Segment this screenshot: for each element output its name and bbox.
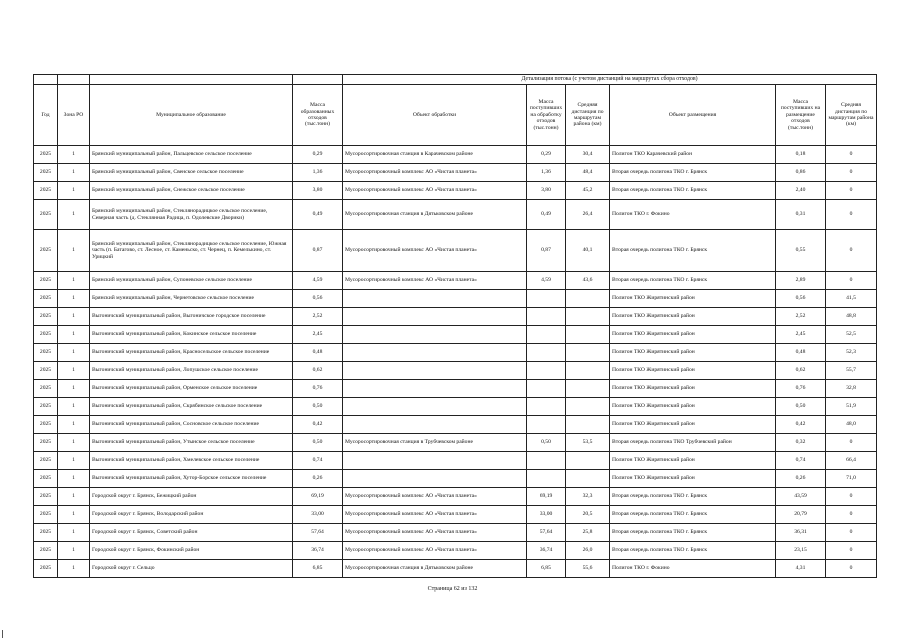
cell-mass-to-placement: 4,31 [776,560,826,578]
cell-avg-distance: 55,6 [566,560,610,578]
cell-mass-to-placement: 2,89 [776,272,826,290]
cell-zone: 1 [58,452,90,470]
table-row [34,470,877,488]
cell-placement-object: Полигон ТКО Жирятинский район [610,416,776,434]
cell-zone: 1 [58,362,90,380]
cell-avg-distance: 43,6 [566,272,610,290]
cell-avg-distance-2: 0 [826,146,877,164]
table-row [34,434,877,452]
cell-mass-to-processing [527,290,566,308]
cell-avg-distance-2: 71,0 [826,470,877,488]
cell-mass-to-placement: 0,42 [776,416,826,434]
cell-municipality: Выгоничский муниципальный район, Хутор-Борское сельское поселение [90,470,293,488]
cell-avg-distance-2: 0 [826,230,877,272]
cell-mass-to-placement: 2,52 [776,308,826,326]
cell-processing-object: Мусоросортировочный комплекс АО «Чистая планета» [343,506,527,524]
cell-mass-generated: 0,49 [293,200,343,230]
cell-mass-to-processing: 0,87 [527,230,566,272]
table-row [34,452,877,470]
cell-avg-distance-2: 48,0 [826,416,877,434]
cell-year: 2025 [34,164,58,182]
cell-mass-generated: 0,50 [293,434,343,452]
header-municipality: Муниципальное образование [90,85,293,146]
cell-processing-object [343,470,527,488]
cell-municipality: Выгоничский муниципальный район, Хмелевское сельское поселение [90,452,293,470]
cell-mass-to-processing: 33,00 [527,506,566,524]
cell-mass-to-placement: 0,56 [776,290,826,308]
cell-mass-generated: 36,74 [293,542,343,560]
cell-mass-generated: 0,42 [293,416,343,434]
cell-year: 2025 [34,506,58,524]
cell-mass-generated: 6,85 [293,560,343,578]
cell-avg-distance-2: 52,5 [826,326,877,344]
cell-zone: 1 [58,326,90,344]
cell-municipality: Городской округ г. Брянск, Советский район [90,524,293,542]
cell-avg-distance-2: 0 [826,542,877,560]
cell-avg-distance: 45,2 [566,182,610,200]
cell-placement-object: Вторая очередь полигона ТКО г. Брянск [610,230,776,272]
cell-processing-object [343,362,527,380]
cell-municipality: Брянский муниципальный район, Пальцевское сельское поселение [90,146,293,164]
cell-mass-to-processing: 6,85 [527,560,566,578]
table-body [34,146,877,578]
cell-mass-generated: 0,87 [293,230,343,272]
cell-zone: 1 [58,416,90,434]
cell-placement-object: Полигон ТКО Жирятинский район [610,326,776,344]
cell-mass-to-processing [527,380,566,398]
cell-placement-object: Вторая очередь полигона ТКО г. Брянск [610,164,776,182]
table-row [34,488,877,506]
table-row [34,164,877,182]
cell-municipality: Выгоничский муниципальный район, Орменское сельское поселение [90,380,293,398]
cell-mass-generated: 0,29 [293,146,343,164]
cell-avg-distance: 48,4 [566,164,610,182]
cell-mass-generated: 2,52 [293,308,343,326]
cell-mass-to-processing [527,452,566,470]
cell-municipality: Выгоничский муниципальный район, Выгоничское городское поселение [90,308,293,326]
cell-mass-to-processing [527,362,566,380]
cell-avg-distance [566,362,610,380]
cell-avg-distance: 30,4 [566,146,610,164]
cell-avg-distance [566,398,610,416]
header-processing-object: Объект обработки [343,85,527,146]
cell-municipality: Выгоничский муниципальный район, Лопушское сельское поселение [90,362,293,380]
header-mass-to-placement: Масса поступивших на размещение отходов (тыс.тонн) [776,85,826,146]
cell-placement-object: Полигон ТКО г. Фокино [610,560,776,578]
table-row [34,380,877,398]
cell-year: 2025 [34,308,58,326]
table-row [34,146,877,164]
cell-mass-to-placement: 0,50 [776,398,826,416]
cell-processing-object: Мусоросортировочный комплекс АО «Чистая планета» [343,182,527,200]
table-row [34,398,877,416]
cell-mass-generated: 3,80 [293,182,343,200]
cell-zone: 1 [58,398,90,416]
cell-mass-generated: 0,62 [293,362,343,380]
scan-edge-mark [2,630,3,638]
cell-avg-distance-2: 32,8 [826,380,877,398]
cell-processing-object: Мусоросортировочная станция в Дятьковском районе [343,560,527,578]
cell-mass-to-processing: 3,80 [527,182,566,200]
cell-zone: 1 [58,230,90,272]
cell-mass-to-processing: 57,64 [527,524,566,542]
cell-mass-to-processing: 4,59 [527,272,566,290]
cell-year: 2025 [34,398,58,416]
page-number: Страница 62 из 132 [427,586,478,592]
cell-processing-object: Мусоросортировочная станция в Дятьковском районе [343,200,527,230]
cell-municipality: Выгоничский муниципальный район, Утынское сельское поселение [90,434,293,452]
cell-avg-distance-2: 0 [826,524,877,542]
cell-avg-distance [566,344,610,362]
cell-placement-object: Полигон ТКО Жирятинский район [610,470,776,488]
cell-avg-distance [566,308,610,326]
cell-placement-object: Полигон ТКО Жирятинский район [610,380,776,398]
cell-avg-distance [566,290,610,308]
cell-mass-to-processing: 69,19 [527,488,566,506]
cell-municipality: Городской округ г. Брянск, Володарский район [90,506,293,524]
cell-zone: 1 [58,344,90,362]
cell-mass-to-placement: 2,45 [776,326,826,344]
table-row [34,362,877,380]
cell-mass-to-placement: 0,62 [776,362,826,380]
cell-placement-object: Полигон ТКО Карачевский район [610,146,776,164]
cell-processing-object [343,380,527,398]
cell-mass-generated: 1,36 [293,164,343,182]
cell-avg-distance: 53,5 [566,434,610,452]
cell-mass-generated: 0,74 [293,452,343,470]
cell-avg-distance-2: 0 [826,182,877,200]
cell-mass-to-placement: 23,15 [776,542,826,560]
cell-processing-object: Мусоросортировочный комплекс АО «Чистая планета» [343,488,527,506]
cell-avg-distance-2: 0 [826,560,877,578]
cell-mass-generated: 4,59 [293,272,343,290]
cell-municipality: Брянский муниципальный район, Супоневское сельское поселение [90,272,293,290]
cell-avg-distance-2: 41,5 [826,290,877,308]
cell-zone: 1 [58,560,90,578]
cell-processing-object: Мусоросортировочный комплекс АО «Чистая планета» [343,230,527,272]
cell-zone: 1 [58,524,90,542]
cell-municipality: Брянский муниципальный район, Стеклянорадицкое сельское поселение, Южная часть (п. Батагово, ст. Лесное, ст. Каменьско, ст. Чернец, п. Кемелькино, ст. Урицкий [90,230,293,272]
cell-mass-to-placement: 36,31 [776,524,826,542]
cell-mass-generated: 2,45 [293,326,343,344]
header-zone: Зона РО [58,85,90,146]
cell-avg-distance-2: 51,9 [826,398,877,416]
cell-zone: 1 [58,308,90,326]
cell-avg-distance-2: 0 [826,200,877,230]
table-row [34,416,877,434]
cell-avg-distance: 26,0 [566,542,610,560]
cell-mass-generated: 69,19 [293,488,343,506]
cell-processing-object: Мусоросортировочный комплекс АО «Чистая планета» [343,272,527,290]
table-row [34,200,877,230]
table-row [34,308,877,326]
cell-mass-to-placement: 20,79 [776,506,826,524]
cell-mass-to-processing [527,308,566,326]
cell-mass-to-placement: 0,86 [776,164,826,182]
cell-avg-distance: 25,8 [566,524,610,542]
cell-mass-to-processing [527,326,566,344]
cell-year: 2025 [34,452,58,470]
cell-avg-distance: 40,1 [566,230,610,272]
cell-avg-distance [566,380,610,398]
table-row [34,272,877,290]
header-mass-to-processing: Масса поступивших на обработку отходов (тыс.тонн) [527,85,566,146]
cell-placement-object: Полигон ТКО Жирятинский район [610,398,776,416]
header-avg-distance: Средняя дистанция по маршрутам района (км) [566,85,610,146]
table-row [34,290,877,308]
cell-avg-distance-2: 0 [826,164,877,182]
cell-mass-to-placement: 0,76 [776,380,826,398]
cell-mass-to-placement: 0,31 [776,200,826,230]
table-row [34,326,877,344]
table-row [34,230,877,272]
cell-mass-to-processing: 36,74 [527,542,566,560]
cell-municipality: Брянский муниципальный район, Чернетовское сельское поселение [90,290,293,308]
header-mass-generated: Масса образованных отходов (тыс.тонн) [293,85,343,146]
cell-mass-to-processing: 0,29 [527,146,566,164]
cell-mass-generated: 0,50 [293,398,343,416]
cell-mass-to-placement: 0,74 [776,452,826,470]
cell-year: 2025 [34,434,58,452]
cell-placement-object: Полигон ТКО Жирятинский район [610,452,776,470]
cell-year: 2025 [34,542,58,560]
cell-zone: 1 [58,380,90,398]
cell-placement-object: Вторая очередь полигона ТКО Трубчевский район [610,434,776,452]
cell-mass-generated: 0,76 [293,380,343,398]
cell-zone: 1 [58,506,90,524]
cell-processing-object [343,344,527,362]
cell-municipality: Брянский муниципальный район, Стеклянорадицкое сельское поселение, Северная часть (д. Стеклянная Радица, п. Одолевские Дворики) [90,200,293,230]
cell-municipality: Брянский муниципальный район, Снежское сельское поселение [90,182,293,200]
cell-mass-generated: 0,26 [293,470,343,488]
cell-placement-object: Полигон ТКО Жирятинский район [610,344,776,362]
cell-processing-object: Мусоросортировочный комплекс АО «Чистая планета» [343,164,527,182]
cell-avg-distance [566,452,610,470]
cell-zone: 1 [58,488,90,506]
cell-processing-object [343,290,527,308]
cell-mass-to-processing [527,344,566,362]
cell-avg-distance: 20,5 [566,506,610,524]
cell-year: 2025 [34,362,58,380]
cell-processing-object: Мусоросортировочная станция в Трубчевском районе [343,434,527,452]
cell-mass-to-placement: 0,48 [776,344,826,362]
cell-avg-distance-2: 52,3 [826,344,877,362]
cell-avg-distance-2: 0 [826,272,877,290]
cell-avg-distance: 32,3 [566,488,610,506]
cell-processing-object [343,416,527,434]
document-sheet [33,74,876,578]
cell-year: 2025 [34,272,58,290]
cell-placement-object: Вторая очередь полигона ТКО г. Брянск [610,272,776,290]
cell-mass-to-placement: 2,40 [776,182,826,200]
cell-placement-object: Полигон ТКО Жирятинский район [610,308,776,326]
cell-mass-to-placement: 0,26 [776,470,826,488]
cell-mass-to-processing [527,416,566,434]
cell-zone: 1 [58,272,90,290]
cell-processing-object [343,398,527,416]
cell-avg-distance-2: 66,4 [826,452,877,470]
cell-mass-to-placement: 43,59 [776,488,826,506]
cell-avg-distance [566,470,610,488]
cell-mass-generated: 0,56 [293,290,343,308]
cell-year: 2025 [34,290,58,308]
cell-mass-generated: 33,00 [293,506,343,524]
cell-zone: 1 [58,164,90,182]
cell-zone: 1 [58,290,90,308]
cell-placement-object: Вторая очередь полигона ТКО г. Брянск [610,542,776,560]
cell-zone: 1 [58,146,90,164]
cell-avg-distance-2: 0 [826,488,877,506]
cell-zone: 1 [58,182,90,200]
cell-processing-object [343,452,527,470]
table-caption: Детализация потока (с учетом дистанций на маршрутах сбора отходов) [343,75,877,85]
cell-municipality: Городской округ г. Брянск, Бежицкий район [90,488,293,506]
table-row [34,182,877,200]
cell-municipality: Выгоничский муниципальный район, Кокинское сельское поселение [90,326,293,344]
waste-flow-table [33,74,877,578]
cell-mass-to-processing: 0,49 [527,200,566,230]
cell-mass-generated: 57,64 [293,524,343,542]
cell-placement-object: Полигон ТКО г. Фокино [610,200,776,230]
cell-year: 2025 [34,230,58,272]
cell-processing-object [343,326,527,344]
cell-year: 2025 [34,182,58,200]
cell-processing-object: Мусоросортировочная станция в Карачевском районе [343,146,527,164]
cell-year: 2025 [34,200,58,230]
cell-avg-distance-2: 0 [826,506,877,524]
cell-mass-to-processing [527,470,566,488]
cell-year: 2025 [34,146,58,164]
cell-year: 2025 [34,560,58,578]
cell-placement-object: Вторая очередь полигона ТКО г. Брянск [610,506,776,524]
cell-placement-object: Вторая очередь полигона ТКО г. Брянск [610,488,776,506]
cell-mass-to-processing: 0,50 [527,434,566,452]
cell-municipality: Городской округ г. Брянск, Фокинский район [90,542,293,560]
header-avg-distance-2: Средняя дистанция по маршрутам района (км) [826,85,877,146]
cell-avg-distance-2: 55,7 [826,362,877,380]
cell-year: 2025 [34,344,58,362]
cell-year: 2025 [34,524,58,542]
cell-mass-to-placement: 0,55 [776,230,826,272]
cell-year: 2025 [34,326,58,344]
cell-processing-object [343,308,527,326]
cell-zone: 1 [58,434,90,452]
cell-placement-object: Вторая очередь полигона ТКО г. Брянск [610,182,776,200]
cell-mass-generated: 0,48 [293,344,343,362]
cell-zone: 1 [58,542,90,560]
cell-avg-distance-2: 0 [826,434,877,452]
cell-avg-distance [566,326,610,344]
cell-avg-distance-2: 48,8 [826,308,877,326]
table-row [34,560,877,578]
cell-year: 2025 [34,470,58,488]
cell-municipality: Брянский муниципальный район, Свенское сельское поселение [90,164,293,182]
cell-processing-object: Мусоросортировочный комплекс АО «Чистая планета» [343,524,527,542]
cell-municipality: Выгоничский муниципальный район, Скрябинское сельское поселение [90,398,293,416]
table-row [34,524,877,542]
cell-year: 2025 [34,380,58,398]
cell-zone: 1 [58,470,90,488]
cell-mass-to-placement: 0,18 [776,146,826,164]
cell-placement-object: Полигон ТКО Жирятинский район [610,362,776,380]
cell-municipality: Городской округ г. Сельцо [90,560,293,578]
cell-municipality: Выгоничский муниципальный район, Красносельское сельское поселение [90,344,293,362]
table-row [34,344,877,362]
cell-placement-object: Вторая очередь полигона ТКО г. Брянск [610,524,776,542]
table-row [34,542,877,560]
cell-avg-distance: 26,4 [566,200,610,230]
cell-mass-to-processing [527,398,566,416]
cell-year: 2025 [34,488,58,506]
table-row [34,506,877,524]
cell-mass-to-placement: 0,32 [776,434,826,452]
header-placement-object: Объект размещения [610,85,776,146]
cell-year: 2025 [34,416,58,434]
cell-processing-object: Мусоросортировочный комплекс АО «Чистая планета» [343,542,527,560]
cell-zone: 1 [58,200,90,230]
header-year: Год [34,85,58,146]
cell-placement-object: Полигон ТКО Жирятинский район [610,290,776,308]
cell-avg-distance [566,416,610,434]
cell-mass-to-processing: 1,36 [527,164,566,182]
cell-municipality: Выгоничский муниципальный район, Сосновское сельское поселение [90,416,293,434]
